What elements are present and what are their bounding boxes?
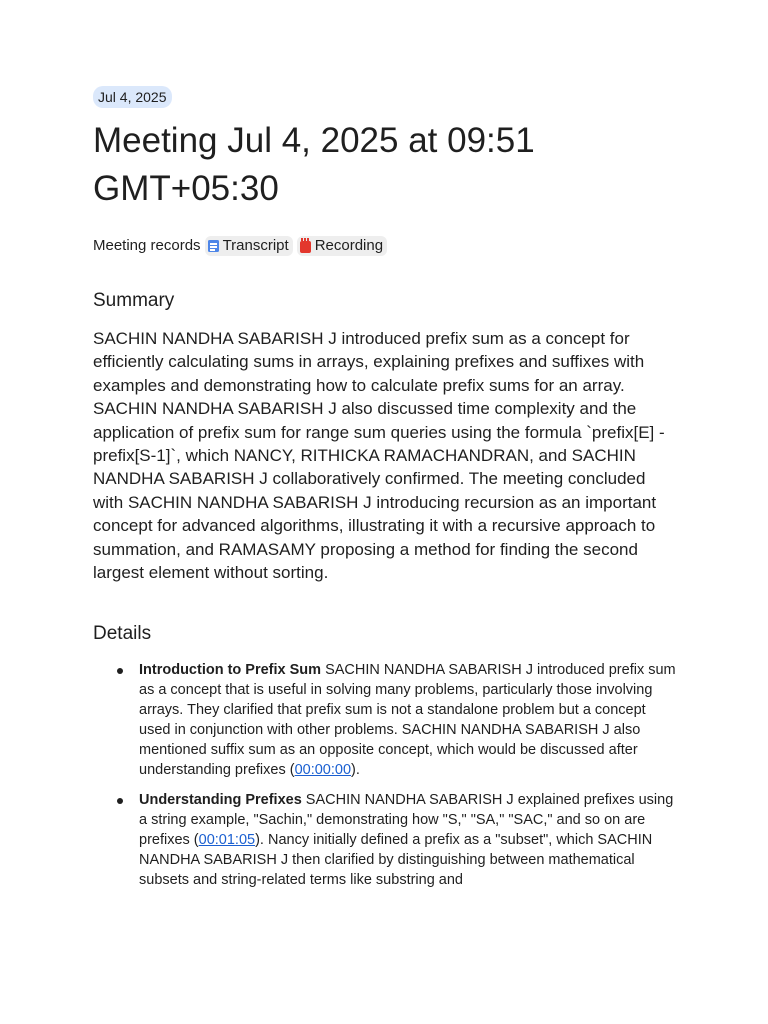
recording-label: Recording [314,237,384,254]
transcript-label: Transcript [222,237,289,254]
summary-heading: Summary [93,290,175,311]
transcript-chip[interactable] [205,236,293,256]
meeting-records-row [93,235,683,257]
detail-text-end: ). [351,762,360,779]
meeting-notes-document [93,86,683,900]
detail-text: SACHIN NANDHA SABARISH J introduced prefix sum as a concept that is useful in solving many problems, particularly those involving arrays. They clarified that prefix sum is not a standalone problem but a concept used in conjunction with other problems. SACHIN NANDHA SABARISH J also mentioned suffix sum as an opposite concept, which would be discussed after understanding prefixes ( [139,662,676,779]
details-heading: Details [93,623,152,645]
detail-title: Understanding Prefixes [139,792,302,809]
meeting-records-label: Meeting records [93,237,201,254]
document-icon [208,240,219,252]
list-item [139,790,677,890]
detail-title: Introduction to Prefix Sum [139,662,322,679]
timestamp-link[interactable]: 00:00:00 [294,762,352,779]
detail-text-end: ). Nancy initially defined a prefix as a "subset", which SACHIN NANDHA SABARISH J then clarified by distinguishing between mathematical subsets and string-related terms like substring and [139,832,653,889]
page-title: Meeting Jul 4, 2025 at 09:51 GMT+05:30 [93,121,535,208]
details-list [93,660,683,890]
timestamp-link[interactable]: 00:01:05 [198,832,256,849]
recording-chip[interactable] [297,236,387,256]
summary-text: SACHIN NANDHA SABARISH J introduced prefix sum as a concept for efficiently calculating sums in arrays, explaining prefixes and suffixes with examples and demonstrating how to calculate prefix sums for an array. SACHIN NANDHA SABARISH J also discussed time complexity and the application of prefix sum for range sum queries using the formula `prefix[E] - prefix[S-1]`, which NANCY, RITHICKA RAMACHANDRAN, and SACHIN NANDHA SABARISH J collaboratively confirmed. The meeting concluded with SACHIN NANDHA SABARISH J introducing recursion as an important concept for advanced algorithms, illustrating it with a recursive approach to summation, and RAMASAMY proposing a method for finding the second largest element without sorting. [93,329,665,583]
date-chip[interactable]: Jul 4, 2025 [93,86,172,108]
detail-text: SACHIN NANDHA SABARISH J explained prefixes using a string example, "Sachin," demonstrating how "S," "SA," "SAC," and so on are prefixes ( [139,792,674,849]
list-item [139,660,677,780]
video-recording-icon [300,241,311,253]
